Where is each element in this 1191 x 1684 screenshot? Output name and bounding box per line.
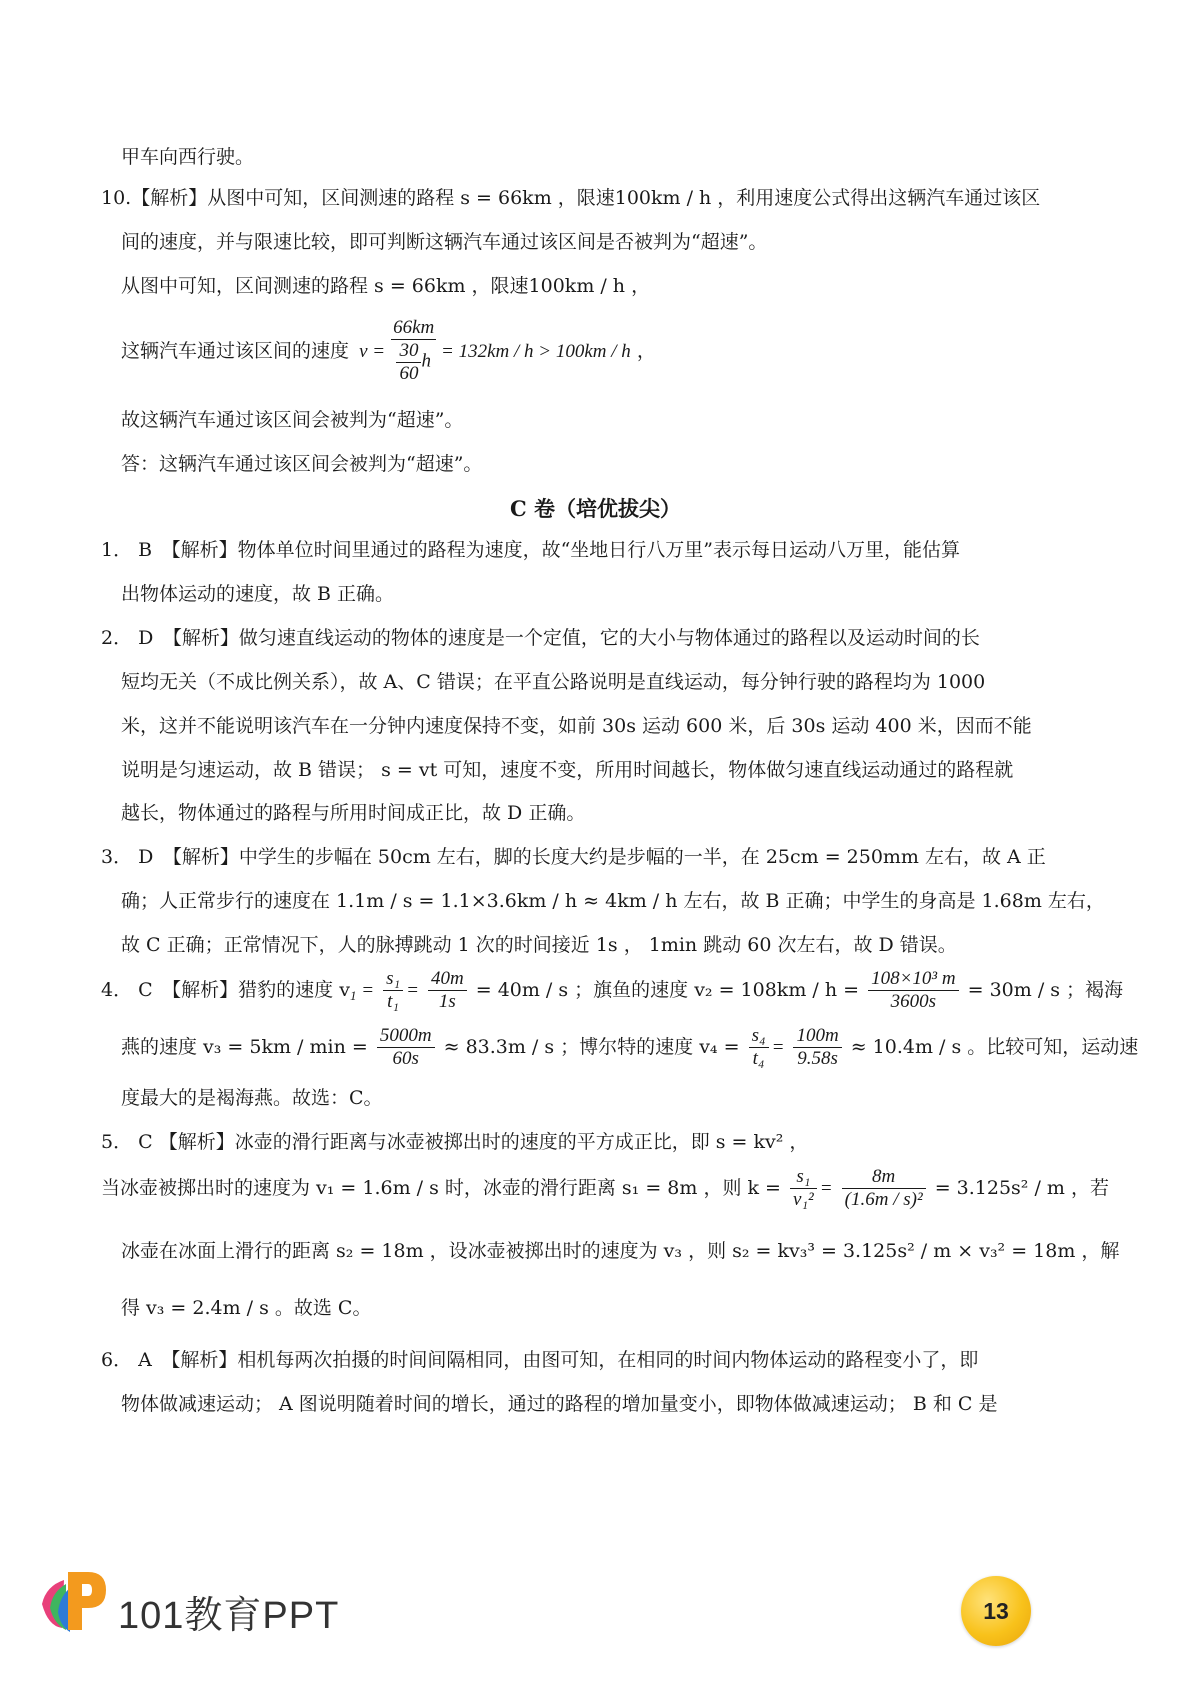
answer-c6-line-2: 物体做减速运动； A 图说明随着时间的增长，通过的路程的增加量变小，即物体做减速运动； B 和 C 是 (121, 1393, 998, 1415)
answer-10-velocity-formula (121, 318, 656, 385)
fraction-denominator: 60s (392, 1047, 419, 1069)
answer-c1-line-1: 1． B 【解析】物体单位时间里通过的路程为速度，故“坐地日行八万里”表示每日运动八万里，能估算 (101, 539, 961, 561)
fraction-numerator: s₁ (383, 968, 403, 991)
answer-c2-line-4: 说明是匀速运动，故 B 错误； s = vt 可知，速度不变，所用时间越长，物体做匀速直线运动通过的路程就 (121, 759, 1014, 781)
fraction-denominator: 3600s (890, 990, 937, 1012)
answer-c2-line-1: 2． D 【解析】做匀速直线运动的物体的速度是一个定值，它的大小与物体通过的路程以及运动时间的长 (101, 627, 980, 649)
c4-eq: = (356, 979, 375, 1001)
answer-c2-line-2: 短均无关（不成比例关系），故 A、C 错误；在平直公路说明是直线运动，每分钟行驶的路程均为 1000 (121, 671, 986, 693)
brand-name: 101教育PPT (118, 1595, 340, 1637)
fraction (790, 1166, 817, 1211)
fraction-numerator: 66km (393, 317, 435, 338)
fraction-denominator (391, 340, 436, 385)
answer-c2-line-3: 米，这并不能说明该汽车在一分钟内速度保持不变，如前 30s 运动 600 米，后 30s 运动 400 米，因而不能 (121, 715, 1032, 737)
fraction-denominator: t₁ (387, 990, 400, 1012)
brand-logo-icon (38, 1566, 110, 1641)
fraction-denominator: (1.6m / s)² (844, 1188, 923, 1210)
answer-10-line-6: 答：这辆汽车通过该区间会被判为“超速”。 (121, 453, 483, 475)
fraction-numerator: 108×10³ m (868, 968, 959, 991)
answer-10-line-3: 从图中可知，区间测速的路程 s = 66km ，限速100km / h ， (121, 275, 651, 297)
fraction-numerator: 5000m (377, 1025, 435, 1048)
answer-c6-line-1: 6． A 【解析】相机每两次拍摄的时间间隔相同，由图可知，在相同的时间内物体运动的路程变小了，即 (101, 1349, 979, 1371)
fraction (383, 968, 403, 1013)
answer-c4-line-2: 燕的速度 v₃ = 5km / min = $\frac{5000m}{60s}$ ≈ 83.3m / s ；博尔特的速度 v₄ = $\frac{\text{s₄}}{\text{t₄}}$ = $\frac{100m}{9.58s}$ ≈ 10.4m / s 。比较可知，运动速 (121, 1025, 1139, 1069)
c5b-prefix: 当冰壶被掷出时的速度为 v₁ = 1.6m / s 时，冰壶的滑行距离 s₁ = 8m ，则 k = (101, 1176, 781, 1199)
formula-prefix: 这辆汽车通过该区间的速度 (121, 339, 350, 362)
answer-10-line-2: 间的速度，并与限速比较，即可判断这辆汽车通过该区间是否被判为“超速”。 (121, 231, 768, 253)
answer-c4-line-3: 度最大的是褐海燕。故选：C。 (121, 1087, 383, 1109)
c4-subscript: 1 (349, 988, 357, 1004)
c5b-post: = 3.125s² / m ，若 (934, 1176, 1109, 1199)
formula-v: v = (359, 340, 386, 362)
answer-10-line-5: 故这辆汽车通过该区间会被判为“超速”。 (121, 409, 464, 431)
page-number: 13 (983, 1598, 1009, 1624)
fraction (428, 968, 467, 1013)
fraction (868, 968, 959, 1013)
answer-c3-line-3: 故 C 正确；正常情况下，人的脉搏跳动 1 次的时间接近 1s ， 1min 跳动 60 次左右，故 D 错误。 (121, 934, 957, 956)
nested-numerator: 30 (396, 340, 421, 363)
fraction-numerator: s₁ (790, 1166, 817, 1189)
answer-c5-line-2: 当冰壶被掷出时的速度为 v₁ = 1.6m / s 时，冰壶的滑行距离 s₁ = 8m ，则 k = $\frac{\text{s₁}}{\text{v₁²}}$ = $\frac{8m}{\text{(1.6m / s)²}}$ = 3.125s² / m ，若 (101, 1166, 1109, 1210)
fraction (842, 1166, 926, 1211)
answer-c3-line-2: 确；人正常步行的速度在 1.1m / s = 1.1×3.6km / h ≈ 4km / h 左右，故 B 正确；中学生的身高是 1.68m 左右， (121, 890, 1105, 912)
fraction (391, 317, 441, 384)
fraction-denominator: v₁² (793, 1188, 814, 1210)
c4-post: = 30m / s ；褐海 (967, 978, 1124, 1001)
nested-unit: h (421, 350, 431, 372)
c4-mid: = 40m / s ；旗鱼的速度 v₂ = 108km / h = (475, 978, 860, 1001)
answer-c4-line-1: 4． C 【解析】猎豹的速度 $v_1$ = $\frac{\text{s₁}}{\text{t₁}}$ = $\frac{40m}{1s}$ = 40m / s ；旗鱼的速度 v₂ = 108km / h = $\frac{\text{108×10³ m}}{3600s}$ = 30m / s ；褐海 (101, 968, 1124, 1012)
fraction (377, 1025, 435, 1070)
formula-comma: ， (636, 339, 656, 362)
text-line: 甲车向西行驶。 (121, 146, 255, 168)
page-number-badge (961, 1576, 1031, 1646)
answer-c1-line-2: 出物体运动的速度，故 B 正确。 (121, 583, 395, 605)
c4b-prefix: 燕的速度 v₃ = 5km / min = (121, 1035, 368, 1058)
c4b-post: ≈ 10.4m / s 。比较可知，运动速 (850, 1035, 1139, 1058)
c4-prefix: 4． C 【解析】猎豹的速度 v (101, 978, 350, 1001)
fraction-numerator: 100m (793, 1025, 841, 1048)
fraction (793, 1025, 841, 1070)
answer-c3-line-1: 3． D 【解析】中学生的步幅在 50cm 左右，脚的长度大约是步幅的一半，在 25cm = 250mm 左右，故 A 正 (101, 846, 1046, 868)
fraction-denominator: t₄ (752, 1047, 765, 1069)
fraction (749, 1025, 769, 1070)
answer-c2-line-5: 越长，物体通过的路程与所用时间成正比，故 D 正确。 (121, 802, 586, 824)
nested-fraction (396, 340, 421, 385)
section-title: C 卷（培优拔尖） (509, 496, 682, 521)
formula-result: = 132km / h > 100km / h (441, 340, 631, 362)
fraction-denominator: 1s (438, 990, 456, 1012)
answer-c5-line-1: 5． C 【解析】冰壶的滑行距离与冰壶被掷出时的速度的平方成正比，即 s = kv² ， (101, 1131, 809, 1153)
answer-c5-line-3: 冰壶在冰面上滑行的距离 s₂ = 18m ，设冰壶被掷出时的速度为 v₃ ，则 s₂ = kv₃³ = 3.125s² / m × v₃² = 18m ，解 (121, 1240, 1120, 1262)
fraction-denominator: 9.58s (797, 1047, 838, 1069)
answer-c5-line-4: 得 v₃ = 2.4m / s 。故选 C。 (121, 1297, 372, 1319)
nested-denominator: 60 (399, 362, 419, 384)
fraction-numerator: s₄ (749, 1025, 769, 1048)
answer-10-line-1: 10.【解析】从图中可知，区间测速的路程 s = 66km ，限速100km / h ，利用速度公式得出这辆汽车通过该区 (101, 187, 1041, 209)
fraction-numerator: 40m (428, 968, 467, 991)
c4b-mid: ≈ 83.3m / s ；博尔特的速度 v₄ = (443, 1035, 740, 1058)
fraction-numerator: 8m (842, 1166, 926, 1189)
